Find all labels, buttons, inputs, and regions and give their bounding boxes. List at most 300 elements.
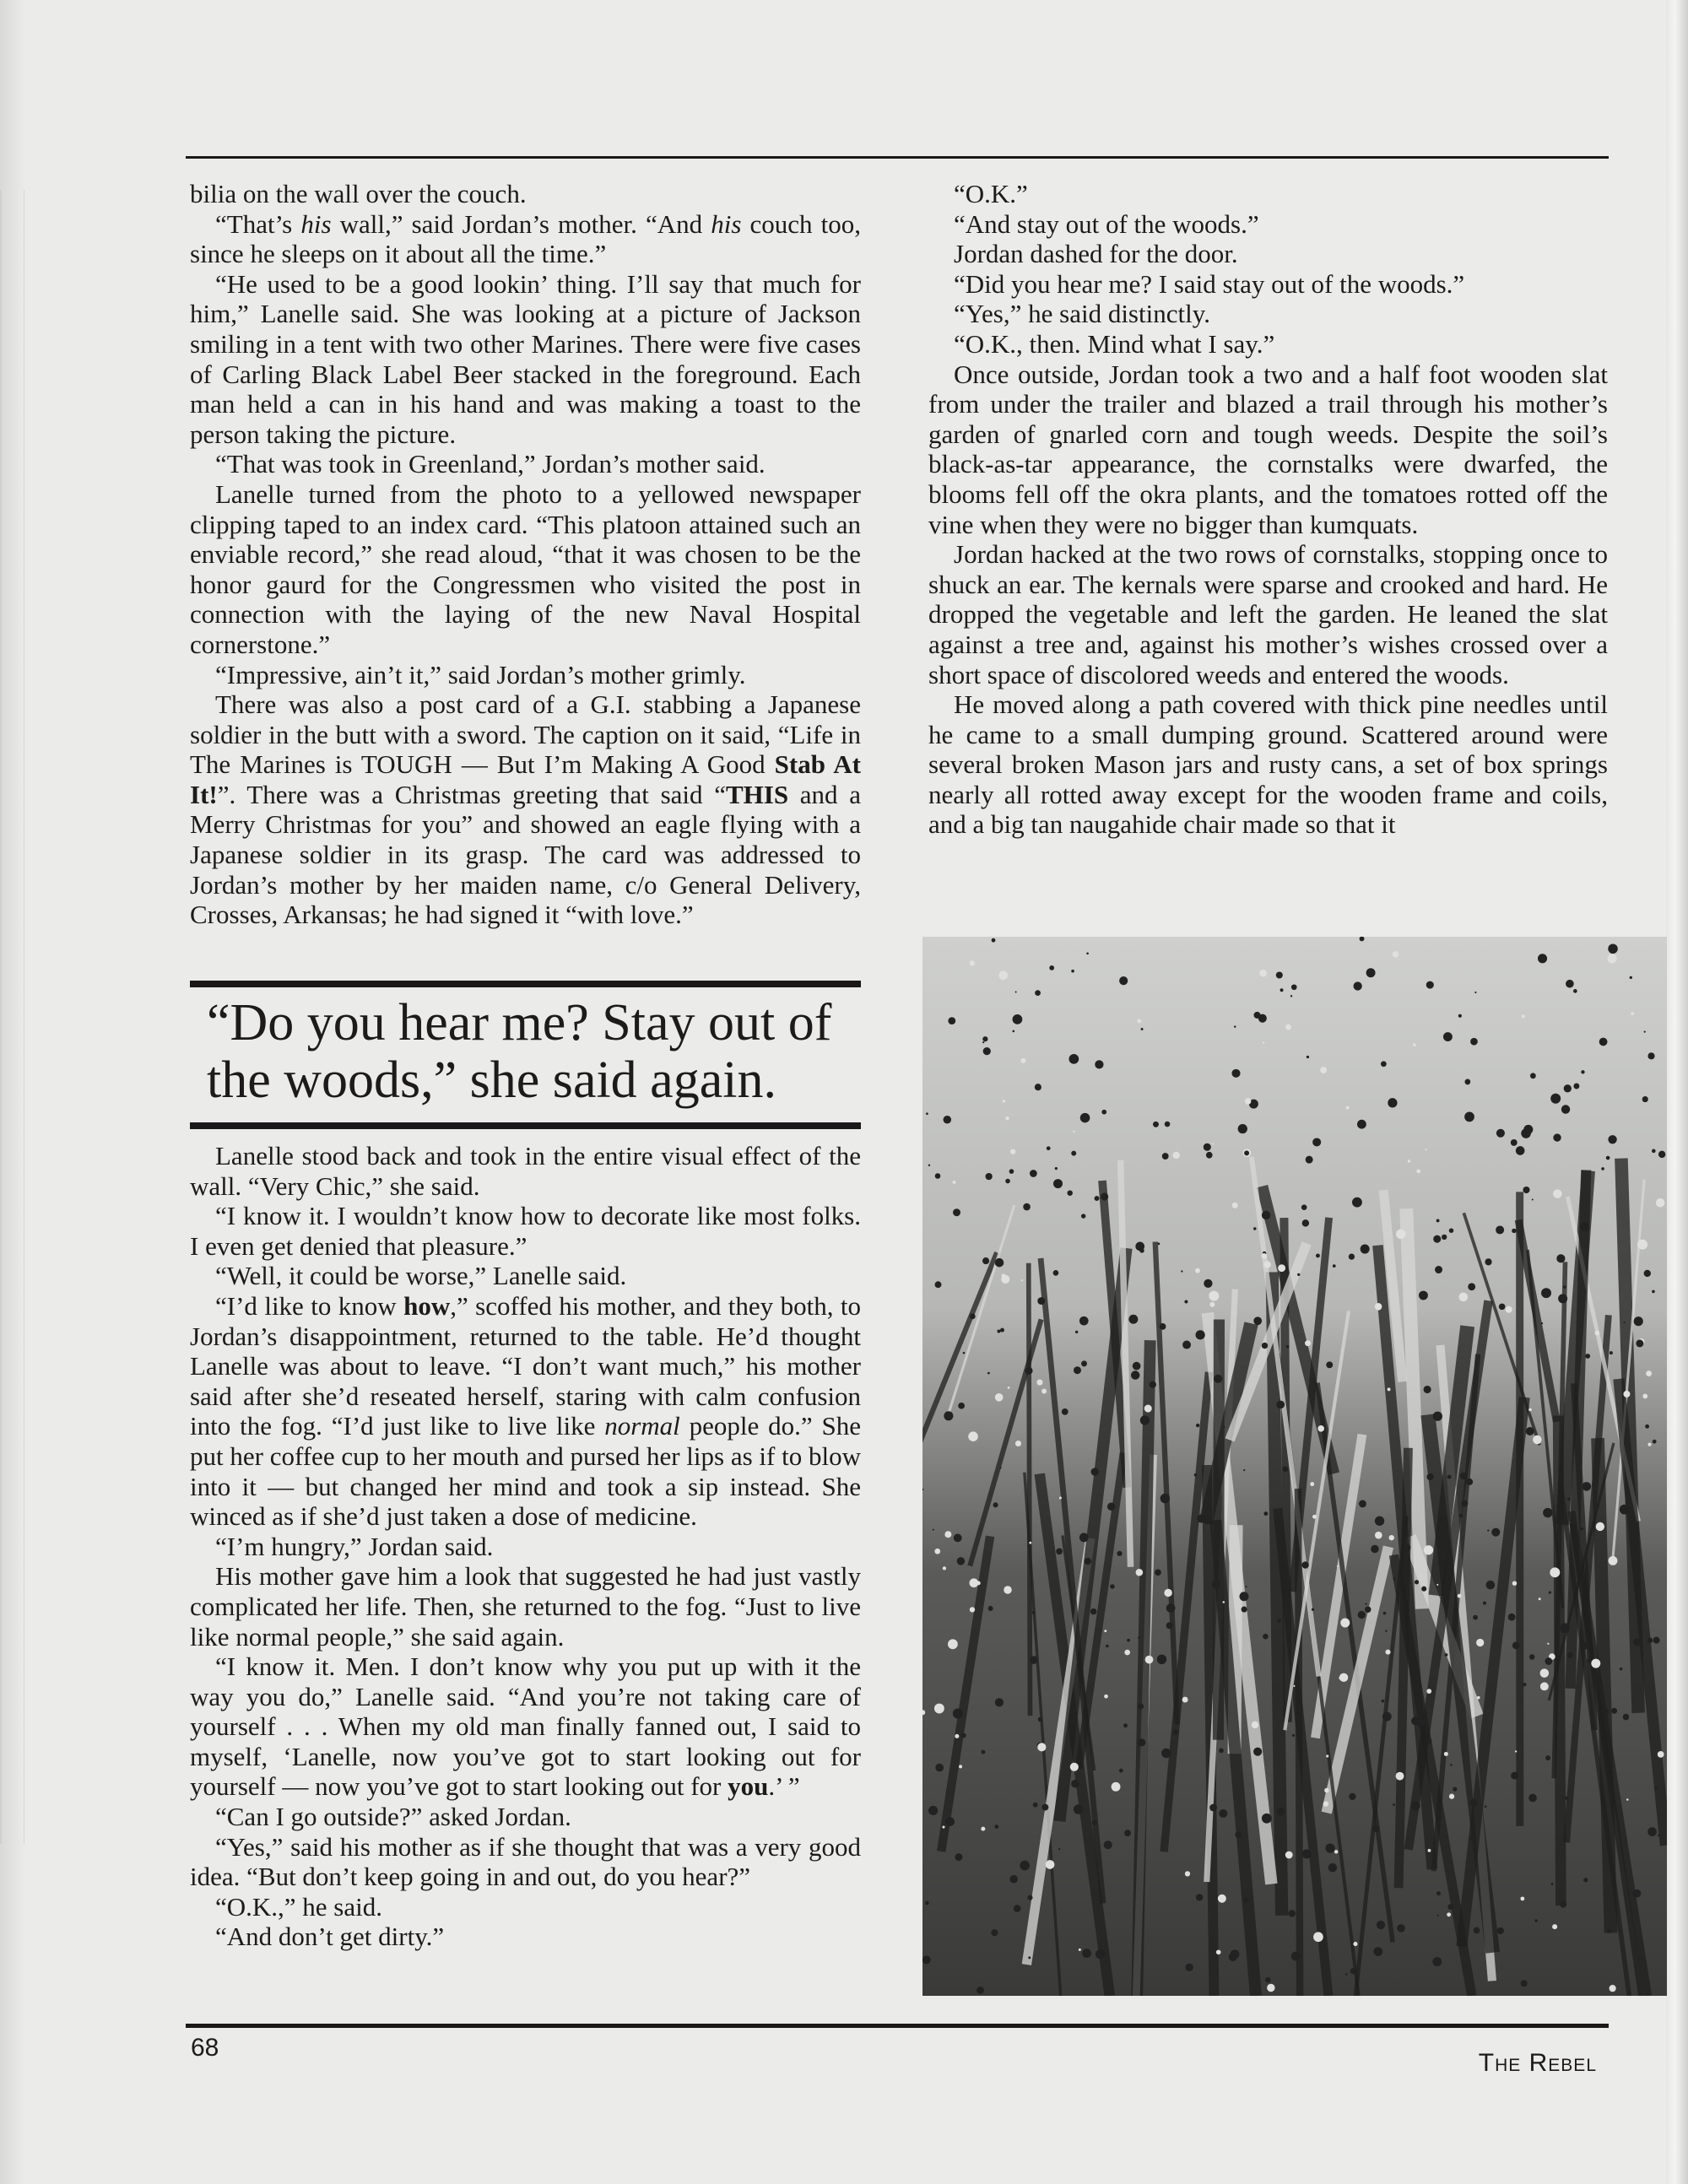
ink-speck xyxy=(1573,1084,1579,1089)
ink-speck xyxy=(1261,1253,1267,1259)
ink-speck xyxy=(1297,1273,1300,1276)
ink-speck xyxy=(1371,1545,1379,1554)
text-run: “Well, it could be worse,” Lanelle said. xyxy=(215,1261,627,1291)
brush-stroke xyxy=(1029,1263,1031,1716)
ink-speck xyxy=(1436,1584,1438,1586)
ink-speck xyxy=(933,1529,934,1531)
ink-speck xyxy=(1313,1932,1323,1942)
ink-speck xyxy=(1181,1270,1182,1272)
ink-speck xyxy=(1326,1361,1333,1368)
ink-speck xyxy=(1522,1014,1525,1018)
ink-speck xyxy=(1231,1069,1240,1078)
text-run: “Can I go outside?” asked Jordan. xyxy=(215,1802,571,1832)
ink-speck xyxy=(1037,1743,1046,1751)
ink-speck xyxy=(1219,1809,1227,1818)
ink-speck xyxy=(992,938,996,943)
text-run: ”. There was a Christmas greeting that said “ xyxy=(217,779,726,809)
ink-speck xyxy=(1081,1214,1085,1218)
ink-speck xyxy=(1334,1850,1338,1853)
ink-speck xyxy=(1278,1264,1285,1272)
ink-speck xyxy=(1276,971,1283,978)
ink-speck xyxy=(1085,1558,1091,1565)
paragraph xyxy=(190,449,861,479)
ink-speck xyxy=(1516,1146,1525,1155)
ink-speck xyxy=(1234,1025,1236,1027)
ink-speck xyxy=(1095,1196,1100,1201)
ink-speck xyxy=(1020,1861,1030,1871)
ink-speck xyxy=(1528,1794,1537,1803)
ink-speck xyxy=(1540,1682,1549,1690)
ink-speck xyxy=(1385,1650,1390,1655)
ink-speck xyxy=(1232,1203,1238,1208)
ink-speck xyxy=(1470,1038,1478,1046)
ink-speck xyxy=(1302,1219,1309,1226)
ink-speck xyxy=(1195,1268,1200,1273)
ink-speck xyxy=(1443,1032,1453,1041)
ink-speck xyxy=(983,1047,991,1055)
ink-speck xyxy=(1160,1494,1170,1503)
ink-speck xyxy=(982,1036,987,1041)
ink-speck xyxy=(1119,976,1128,985)
ink-speck xyxy=(1515,1750,1517,1752)
ink-speck xyxy=(1070,1763,1079,1771)
ink-speck xyxy=(1361,1245,1370,1254)
ink-speck xyxy=(953,1208,960,1216)
ink-speck xyxy=(1291,984,1297,990)
ink-speck xyxy=(1218,1895,1226,1903)
ink-speck xyxy=(1358,1611,1366,1619)
ink-speck xyxy=(1245,1586,1247,1587)
ink-speck xyxy=(1214,1375,1222,1383)
text-run: ,” scoffed his mother, and they both, to Jordan’s disappointment, returned to the table. He’d thought Lanelle was about to leave. “I don’t want much,” his mother said after she’d reseated herself, staring with calm confusion into the fog. “I’d just like to live like xyxy=(190,1290,862,1441)
ink-speck xyxy=(1436,1891,1441,1895)
ink-speck xyxy=(981,1827,985,1831)
ink-speck xyxy=(1474,992,1476,993)
ink-speck xyxy=(1153,1122,1159,1127)
ink-speck xyxy=(1158,1243,1160,1246)
ink-speck xyxy=(1204,1143,1211,1151)
ink-speck xyxy=(1642,1096,1648,1102)
ink-speck xyxy=(1477,1696,1480,1700)
ink-speck xyxy=(944,1411,953,1420)
ink-speck xyxy=(1020,1058,1025,1063)
text-run: There was also a post card of a G.I. stabbing a Japanese soldier in the butt with a sword. The caption on it said, “Life in The Marines is TOUGH — But I’m Making A Good xyxy=(190,689,861,780)
ink-speck xyxy=(1658,1751,1664,1758)
ink-speck xyxy=(1086,952,1089,954)
ink-speck xyxy=(1630,976,1632,979)
ink-speck xyxy=(1608,954,1617,963)
ink-speck xyxy=(1428,1849,1431,1852)
ink-speck xyxy=(1333,1264,1336,1268)
ink-speck xyxy=(1166,1603,1176,1613)
paragraph xyxy=(928,329,1608,359)
paragraph xyxy=(928,539,1608,689)
ink-speck xyxy=(1512,1229,1516,1233)
ink-speck xyxy=(1165,1122,1171,1127)
ink-speck xyxy=(1166,1622,1173,1629)
paragraph xyxy=(928,209,1608,240)
ink-speck xyxy=(1461,1500,1468,1507)
ink-speck xyxy=(953,1708,963,1718)
ink-speck xyxy=(1458,1014,1462,1018)
ink-speck xyxy=(1560,1901,1566,1908)
text-run: His mother gave him a look that suggested he had just vastly complicated her life. Then, she returned to the fog. “Just to live like normal people,” she said again. xyxy=(190,1561,861,1652)
ink-speck xyxy=(1523,1399,1525,1401)
ink-speck xyxy=(1212,1143,1214,1144)
ink-speck xyxy=(1349,1793,1355,1800)
ink-speck xyxy=(1277,1619,1281,1623)
ink-speck xyxy=(977,1581,981,1586)
ink-speck xyxy=(1375,1516,1384,1526)
text-run: “Yes,” said his mother as if she thought that was a very good idea. “But don’t keep going in and out, do you hear?” xyxy=(190,1831,861,1892)
ink-speck xyxy=(1000,1328,1004,1333)
ink-speck xyxy=(1262,1814,1272,1824)
ink-speck xyxy=(1634,1316,1643,1326)
ink-speck xyxy=(1397,1924,1405,1933)
left-column-bottom xyxy=(190,1141,861,1952)
ink-speck xyxy=(1623,1391,1630,1397)
paragraph xyxy=(190,179,861,209)
ink-speck xyxy=(1140,1415,1150,1424)
ink-speck xyxy=(1393,1577,1396,1580)
ink-speck xyxy=(1606,1156,1610,1160)
ink-speck xyxy=(1328,1464,1330,1467)
ink-speck xyxy=(1138,1738,1145,1746)
ink-speck xyxy=(1305,1340,1311,1346)
ink-speck xyxy=(1324,1788,1328,1792)
ink-speck xyxy=(1530,1073,1536,1078)
ink-speck xyxy=(1553,1189,1561,1197)
ink-speck xyxy=(1184,1300,1188,1304)
ink-speck xyxy=(1194,1473,1197,1476)
ink-speck xyxy=(1426,1473,1433,1480)
ink-speck xyxy=(1291,1952,1301,1961)
ink-speck xyxy=(1079,1949,1081,1951)
ink-speck xyxy=(1411,1716,1420,1725)
ink-speck xyxy=(1339,1677,1341,1679)
ink-speck xyxy=(1074,1366,1081,1374)
bold-text: THIS xyxy=(725,779,789,809)
text-run: people do.” She put her coffee cup to her mouth and pursed her lips as if to blow into it — but changed her mind and took a sip instead. She winced as if she’d just taken a dose of medicine. xyxy=(190,1411,862,1532)
ink-speck xyxy=(1624,1322,1626,1323)
ink-speck xyxy=(1182,1697,1188,1703)
ink-speck xyxy=(1262,1211,1270,1219)
text-run: “That’s xyxy=(215,208,301,239)
ink-speck xyxy=(1231,1949,1240,1959)
ink-speck xyxy=(1253,1316,1262,1325)
ink-speck xyxy=(1366,968,1376,977)
paragraph xyxy=(190,689,861,930)
ink-speck xyxy=(1267,1984,1274,1992)
ink-speck xyxy=(1541,1322,1543,1324)
ink-speck xyxy=(1292,1734,1295,1737)
ink-speck xyxy=(1238,1124,1247,1133)
text-run: Jordan dashed for the door. xyxy=(954,239,1238,269)
ink-speck xyxy=(1161,1749,1171,1758)
pull-quote-bottom-rule xyxy=(190,1122,861,1129)
ink-speck xyxy=(1080,1113,1090,1123)
ink-speck xyxy=(1560,1623,1570,1633)
ink-speck xyxy=(1497,1927,1504,1934)
ink-speck xyxy=(1447,1912,1451,1916)
ink-speck xyxy=(1453,1787,1457,1792)
ink-speck xyxy=(1074,1804,1084,1814)
ink-speck xyxy=(943,1566,946,1570)
ink-speck xyxy=(1424,1386,1431,1393)
ink-speck xyxy=(1393,1803,1395,1806)
ink-speck xyxy=(1301,1561,1308,1568)
ink-speck xyxy=(1071,1780,1079,1788)
ink-speck xyxy=(963,1352,966,1354)
ink-speck xyxy=(1388,1387,1391,1391)
ink-speck xyxy=(1049,965,1054,970)
ink-speck xyxy=(1469,1835,1474,1841)
ink-speck xyxy=(1009,1875,1018,1884)
page-edge-lines xyxy=(0,190,24,1844)
ink-speck xyxy=(1447,1475,1452,1479)
ink-speck xyxy=(1444,1752,1448,1756)
ink-speck xyxy=(1529,1654,1534,1659)
ink-speck xyxy=(1037,1297,1045,1305)
ink-speck xyxy=(1008,1387,1010,1389)
ink-speck xyxy=(1644,1031,1646,1033)
ink-speck xyxy=(1185,1964,1193,1971)
ink-speck xyxy=(1326,1844,1335,1853)
ink-speck xyxy=(959,1765,962,1768)
ink-speck xyxy=(1566,980,1574,988)
ink-speck xyxy=(1219,1749,1224,1754)
ink-speck xyxy=(1653,1637,1660,1644)
ink-speck xyxy=(1385,1630,1387,1631)
ink-speck xyxy=(1276,1401,1285,1409)
ink-speck xyxy=(1312,1138,1321,1146)
ink-speck xyxy=(1647,1052,1654,1059)
ink-speck xyxy=(970,960,975,965)
ink-speck xyxy=(1381,1061,1387,1067)
ink-speck xyxy=(1138,1704,1144,1710)
ink-speck xyxy=(1580,1527,1583,1531)
ink-speck xyxy=(928,1165,930,1166)
ink-speck xyxy=(1642,1394,1647,1399)
ink-speck xyxy=(1636,1339,1643,1347)
ink-speck xyxy=(1512,1642,1520,1650)
page-edge xyxy=(0,0,25,2184)
ink-speck xyxy=(1523,1187,1529,1193)
ink-speck xyxy=(1564,1084,1572,1092)
ink-speck xyxy=(1013,1014,1023,1024)
ink-speck xyxy=(1496,1225,1504,1234)
ink-speck xyxy=(1242,1607,1247,1613)
ink-speck xyxy=(1549,1592,1551,1594)
ink-speck xyxy=(1062,1408,1069,1415)
ink-speck xyxy=(1459,1293,1469,1302)
ink-speck xyxy=(1656,1198,1665,1208)
ink-speck xyxy=(1075,1331,1078,1333)
ink-speck xyxy=(1209,1291,1219,1301)
ink-speck xyxy=(1383,1612,1387,1615)
ink-speck xyxy=(1263,1261,1270,1268)
paragraph xyxy=(190,1141,861,1201)
ink-speck xyxy=(1320,1067,1327,1073)
ink-speck xyxy=(1209,1804,1217,1812)
ink-speck xyxy=(1436,1219,1440,1223)
ink-speck xyxy=(1212,1580,1220,1588)
ink-speck xyxy=(1071,970,1074,973)
ink-speck xyxy=(1092,1820,1097,1825)
ink-speck xyxy=(1027,1895,1032,1900)
ink-speck xyxy=(1487,1529,1489,1531)
next-page-edge xyxy=(1666,0,1688,2184)
ink-speck xyxy=(1610,1351,1613,1354)
ink-speck xyxy=(1473,1615,1478,1620)
ink-speck xyxy=(1138,1636,1140,1639)
ink-speck xyxy=(1426,1689,1431,1694)
bold-text: Stab At It! xyxy=(190,749,861,809)
pull-quote: “Do you hear me? Stay out of the woods,” she said again. xyxy=(207,994,832,1109)
ink-speck xyxy=(1644,1270,1651,1277)
paragraph xyxy=(190,479,861,660)
ink-speck xyxy=(1658,1835,1659,1836)
ink-speck xyxy=(1033,1803,1038,1808)
ink-speck xyxy=(1421,1587,1426,1592)
ink-speck xyxy=(1123,1723,1128,1727)
paragraph xyxy=(190,1802,861,1832)
ink-speck xyxy=(1476,1639,1484,1646)
ink-speck xyxy=(1262,1343,1268,1349)
ink-speck xyxy=(1021,1279,1023,1281)
ink-speck xyxy=(1307,1056,1309,1058)
ink-speck xyxy=(1245,1098,1251,1104)
ink-speck xyxy=(1350,1968,1356,1974)
ink-speck xyxy=(988,1606,993,1611)
ink-speck xyxy=(1485,1805,1487,1808)
ink-speck xyxy=(1508,1614,1516,1621)
ink-speck xyxy=(1015,1441,1021,1446)
ink-speck xyxy=(1073,1131,1074,1133)
paragraph xyxy=(928,269,1608,300)
ink-speck xyxy=(1235,1831,1242,1838)
magazine-title: The Rebel xyxy=(1478,2049,1597,2077)
ink-speck xyxy=(1474,1927,1480,1934)
ink-speck xyxy=(1069,1054,1079,1064)
ink-speck xyxy=(1106,1645,1109,1648)
ink-speck xyxy=(1416,1170,1420,1174)
text-run: “And stay out of the woods.” xyxy=(954,208,1259,239)
ink-speck xyxy=(1449,1228,1454,1233)
ink-speck xyxy=(1359,1500,1366,1508)
ink-speck xyxy=(1157,1655,1166,1664)
ink-speck xyxy=(1224,1426,1225,1428)
ink-speck xyxy=(997,1329,1000,1333)
ink-speck xyxy=(1107,1503,1115,1511)
text-run: “Yes,” he said distinctly. xyxy=(954,299,1210,329)
ink-speck xyxy=(1437,1915,1439,1916)
ink-speck xyxy=(1323,1801,1328,1806)
brush-stroke xyxy=(1298,1489,1300,1996)
ink-speck xyxy=(1534,1919,1538,1922)
ink-speck xyxy=(1312,1515,1317,1519)
ink-speck xyxy=(1117,1551,1122,1556)
pull-quote-top-rule xyxy=(190,981,861,987)
ink-speck xyxy=(1550,1094,1561,1104)
ink-speck xyxy=(1124,1830,1131,1836)
ink-speck xyxy=(1353,1942,1357,1946)
ink-speck xyxy=(1285,1024,1291,1030)
ink-speck xyxy=(958,1403,965,1409)
ink-speck xyxy=(977,1987,984,1994)
ink-speck xyxy=(994,1825,998,1829)
ink-speck xyxy=(1071,1151,1076,1156)
ink-speck xyxy=(1553,1133,1561,1141)
ink-speck xyxy=(982,1041,984,1043)
ink-speck xyxy=(995,1393,1004,1402)
ink-speck xyxy=(1104,1630,1106,1632)
ink-speck xyxy=(945,1817,955,1826)
ink-speck xyxy=(1491,1528,1500,1537)
ink-speck xyxy=(935,1764,944,1772)
ink-speck xyxy=(1253,1748,1262,1756)
ink-speck xyxy=(1499,1304,1506,1311)
ink-speck xyxy=(1550,1567,1560,1577)
ink-speck xyxy=(1349,1254,1355,1260)
ink-speck xyxy=(1551,1883,1554,1885)
ink-speck xyxy=(1317,1425,1324,1432)
ink-speck xyxy=(1029,1542,1031,1544)
text-run: “That was took in Greenland,” Jordan’s mother said. xyxy=(215,449,766,479)
ink-speck xyxy=(1433,1235,1441,1243)
ink-speck xyxy=(995,1258,1004,1268)
ink-speck xyxy=(1450,1764,1453,1766)
ink-speck xyxy=(1252,1722,1258,1728)
ink-speck xyxy=(1646,1370,1652,1376)
ink-speck xyxy=(1023,1203,1031,1211)
ink-speck xyxy=(1160,1323,1166,1330)
ink-speck xyxy=(1055,1167,1058,1170)
ink-speck xyxy=(1001,1275,1009,1284)
ink-speck xyxy=(1110,1584,1115,1589)
ink-speck xyxy=(1637,1240,1647,1250)
ink-speck xyxy=(1541,1288,1551,1298)
ink-speck xyxy=(1520,1896,1524,1900)
ink-speck xyxy=(1079,1316,1089,1326)
ink-speck xyxy=(1025,1367,1032,1375)
ink-speck xyxy=(1582,1482,1592,1491)
ink-speck xyxy=(1464,1079,1470,1085)
ink-speck xyxy=(1599,1038,1608,1046)
ink-speck xyxy=(998,970,1008,980)
ink-speck xyxy=(942,1825,944,1828)
bold-text: how xyxy=(403,1290,451,1321)
ink-speck xyxy=(1486,1581,1496,1590)
ink-speck xyxy=(955,1853,963,1861)
ink-speck xyxy=(1365,1606,1371,1612)
ink-speck xyxy=(1206,1152,1213,1159)
ink-speck xyxy=(1243,1897,1249,1903)
ink-speck xyxy=(928,1806,938,1815)
ink-speck xyxy=(1585,1354,1590,1359)
ink-speck xyxy=(1090,1608,1097,1615)
ink-speck xyxy=(1442,1235,1447,1240)
ink-speck xyxy=(1133,1362,1141,1370)
ink-speck xyxy=(1373,1947,1382,1956)
ink-speck xyxy=(1263,1511,1268,1516)
ink-speck xyxy=(1253,1227,1256,1230)
ink-speck xyxy=(1345,1973,1348,1976)
ink-speck xyxy=(1653,1440,1657,1444)
ink-speck xyxy=(1003,1100,1006,1103)
ink-speck xyxy=(1095,1060,1103,1068)
ink-speck xyxy=(1396,1772,1404,1781)
